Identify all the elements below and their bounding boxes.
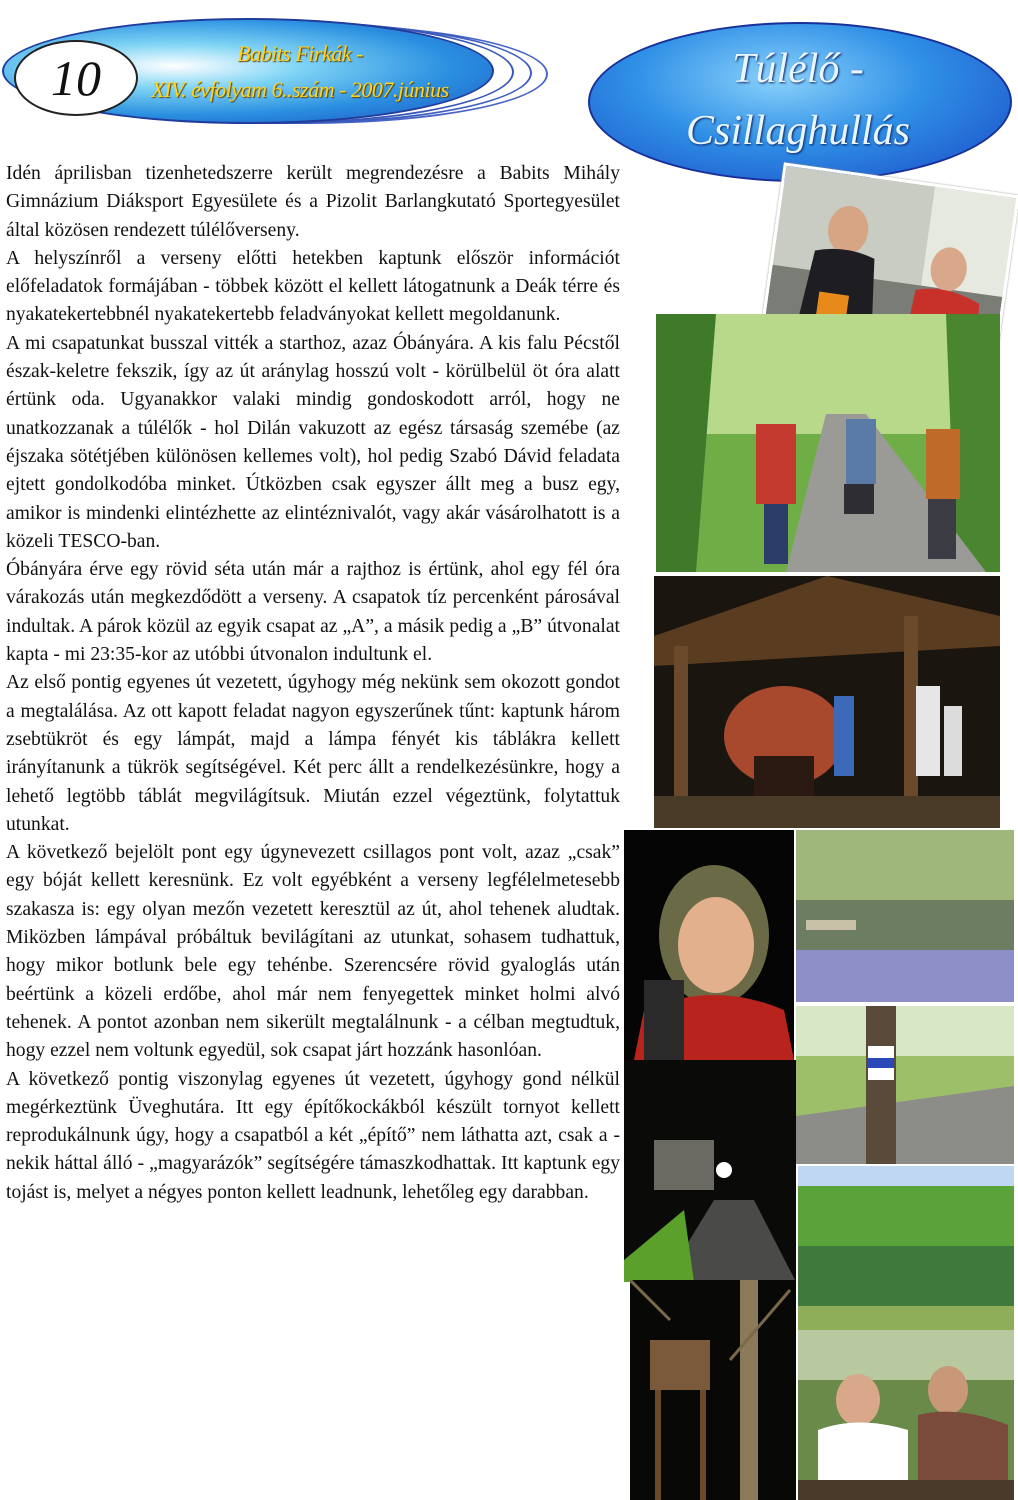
page-number: 10 xyxy=(14,40,138,116)
article-title-line2: Csillaghullás xyxy=(685,108,911,154)
photo-boys-task xyxy=(798,1330,1014,1500)
article-paragraph: A mi csapatunkat busszal vitték a starthoz, azaz Óbányára. A kis falu Pécstől észak-keletre fekszik, így az út aránylag hosszú volt - körülbelül öt óra alatt értünk oda. Ugyanakkor valaki mindig gondoskodott arról, hogy ne unatkozzanak a túlélők - hol Dilán vakuzott az egész társaság szemébe (az éjszaka sötétjében különösen kellemes volt), hol pedig Szabó Dávid feladata ejtett gondolkodóba minket. Útközben csak egyszer állt meg a busz egy, amikor is mindenki elintézhette az elintéznivalót, vagy akár vásárolhatott is a közeli TESCO-ban. xyxy=(6,332,620,552)
photo-trail-marker xyxy=(796,1006,1014,1164)
article-paragraph: Idén áprilisban tizenhetedszerre került megrendezésre a Babits Mihály Gimnázium Diáksport Egyesülete és a Pizolit Barlangkutató Sportegyesület által közösen rendezett túlélőverseny. xyxy=(6,163,620,241)
photo-pond-flowers xyxy=(796,830,1014,1002)
publication-issue: XIV. évfolyam 6..szám - 2007.június xyxy=(151,77,449,102)
article-paragraph: A következő bejelölt pont egy úgynevezett csillagos pont volt, azaz „csak” egy bóját kellett keresnünk. Ez volt egyébként a verseny legfélelmetesebb szakasza is: egy olyan mezőn vezetett keresztül az út, ahol tehenek aludtak. Miközben lámpával próbáltuk bevilágítani az utunkat, sohasem tudhattuk, hogy mikor botlunk bele egy tehénbe. Szerencsére rövid gyaloglás után beértünk a közeli erdőbe, ahol már nem fenyegettek minket holmi alvó tehenek. A pontot azonban nem sikerült megtalálnunk - a célban megtudtuk, hogy ezzel nem voltunk egyedül, sok csapat járt hozzánk hasonlóan. xyxy=(6,842,620,1062)
photo-lake xyxy=(798,1166,1014,1330)
article-paragraph: A következő pontig viszonylag egyenes út vezetett, úgyhogy gond nélkül megérkeztünk Üveghutára. Itt egy építőkockákból készült tornyot kellett reprodukálnunk úgy, hogy a csapatból a két „építő” nem láthatta azt, csak a - nekik háttal álló - „magyarázók” segítségére támaszkodhattak. Itt kaptunk egy tojást is, melyet a négyes ponton kellett leadnunk, lehetőleg egy darabban. xyxy=(6,1068,620,1203)
article-paragraph: A helyszínről a verseny előtti hetekben kaptunk először információt előfeladatok formájában - többek között el kellett látogatnunk a Deák térre és nyakatekertebbnél nyakatekertebb feladványokat kellett megoldanunk. xyxy=(6,247,620,326)
article-paragraph: Az első pontig egyenes út vezetett, úgyhogy még nekünk sem okozott gondot a megtalálása. Az ott kapott feladat nagyon egyszerűnek tűnt: kaptunk három zsebtükröt és egy lámpát, majd a lámpa fényét kis táblákra kellett irányítanunk a tükrök segítségével. Két perc állt a rendelkezésünkre, hogy a lehető legtöbb táblát megvilágítsuk. Miután ezzel végeztünk, folytattuk utunkat. xyxy=(6,672,620,835)
photo-hooded-boy xyxy=(624,830,794,1060)
publication-info xyxy=(150,36,450,108)
article-body xyxy=(6,160,620,1207)
photo-village-night xyxy=(624,1060,796,1282)
article-paragraph: Óbányára érve egy rövid séta után már a rajthoz is értünk, ahol egy fél óra várakozás után megkezdődött a verseny. A csapatok tíz percenként párosával indultak. A párok közül az egyik csapat az „A”, a másik pedig a „B” útvonalat kapta - mi 23:35-kor az utóbbi útvonalon indultunk el. xyxy=(6,559,620,666)
article-title-line1: Túlélő - xyxy=(732,46,864,92)
publication-name: Babits Firkák - xyxy=(237,41,363,66)
photo-hikers-road xyxy=(656,314,1000,572)
article-title xyxy=(588,38,1008,162)
photo-shelter-night xyxy=(654,576,1000,828)
photo-hunting-stand xyxy=(630,1280,796,1500)
masthead xyxy=(0,0,580,150)
